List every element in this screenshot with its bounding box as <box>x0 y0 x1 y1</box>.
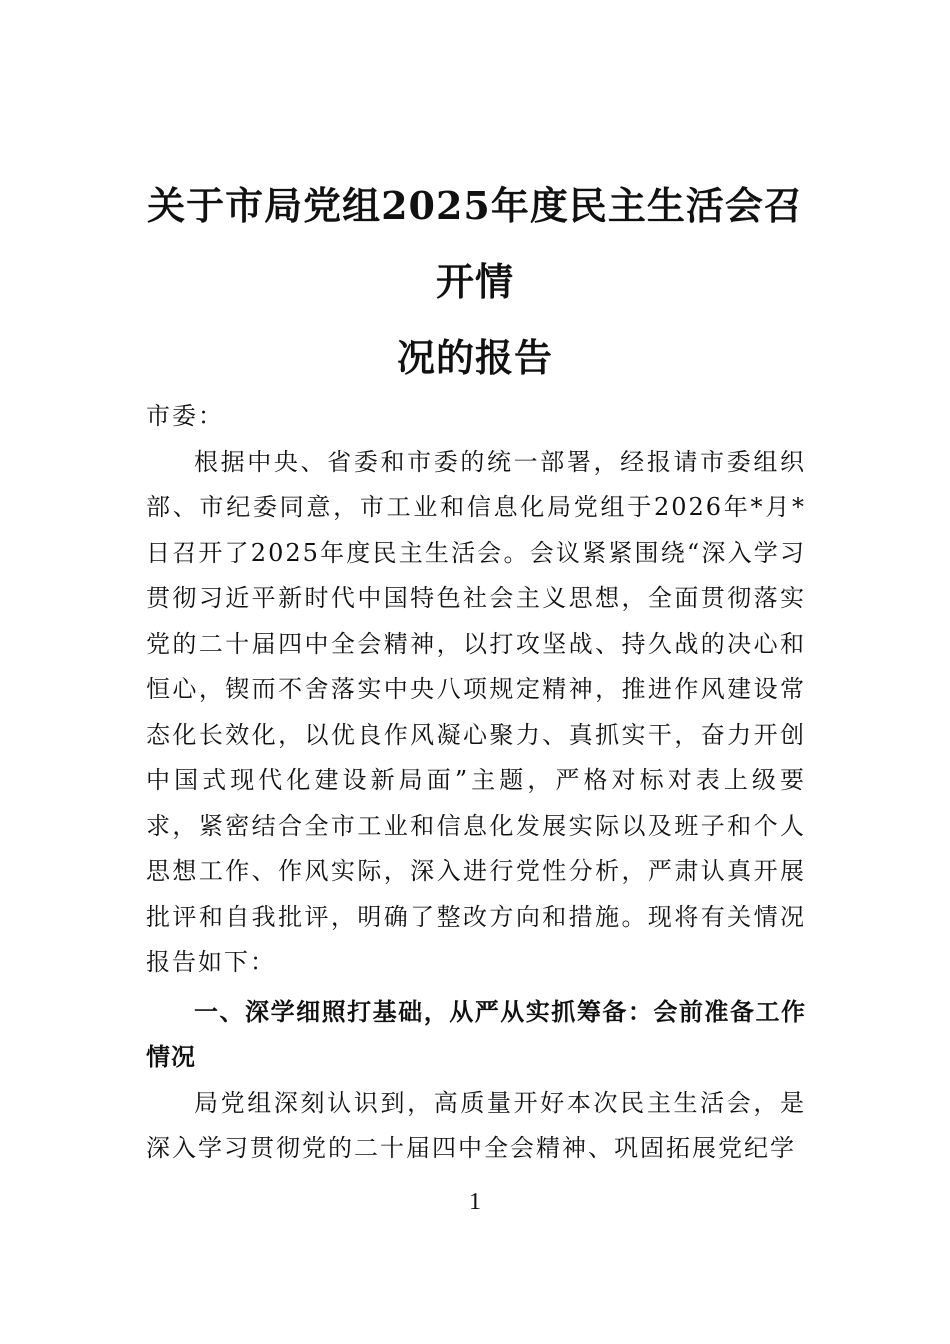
intro-paragraph: 根据中央、省委和市委的统一部署，经报请市委组织部、市纪委同意，市工业和信息化局党组于2026年*月*日召开了2025年度民主生活会。会议紧紧围绕“深入学习贯彻习近平新时代中国特色社会主义思想，全面贯彻落实党的二十届四中全会精神，以打攻坚战、持久战的决心和恒心，锲而不舍落实中央八项规定精神，推进作风建设常态化长效化，以优良作风凝心聚力、真抓实干，奋力开创中国式现代化建设新局面”主题，严格对标对表上级要求，紧密结合全市工业和信息化发展实际以及班子和个人思想工作、作风实际，深入进行党性分析，严肃认真开展批评和自我批评，明确了整改方向和措施。现将有关情况报告如下： <box>146 447 806 976</box>
document-body <box>146 394 806 1172</box>
document-title <box>140 168 810 396</box>
section-1-paragraph: 局党组深刻认识到，高质量开好本次民主生活会，是深入学习贯彻党的二十届四中全会精神、巩固拓展党纪学 <box>146 1088 806 1162</box>
page-number: 1 <box>469 1189 481 1215</box>
title-line-1: 关于市局党组2025年度民主生活会召开情 <box>147 183 803 304</box>
section-1-heading: 一、深学细照打基础，从严从实抓筹备：会前准备工作情况 <box>146 997 806 1071</box>
salutation: 市委： <box>146 402 224 430</box>
title-line-2: 况的报告 <box>396 335 553 380</box>
